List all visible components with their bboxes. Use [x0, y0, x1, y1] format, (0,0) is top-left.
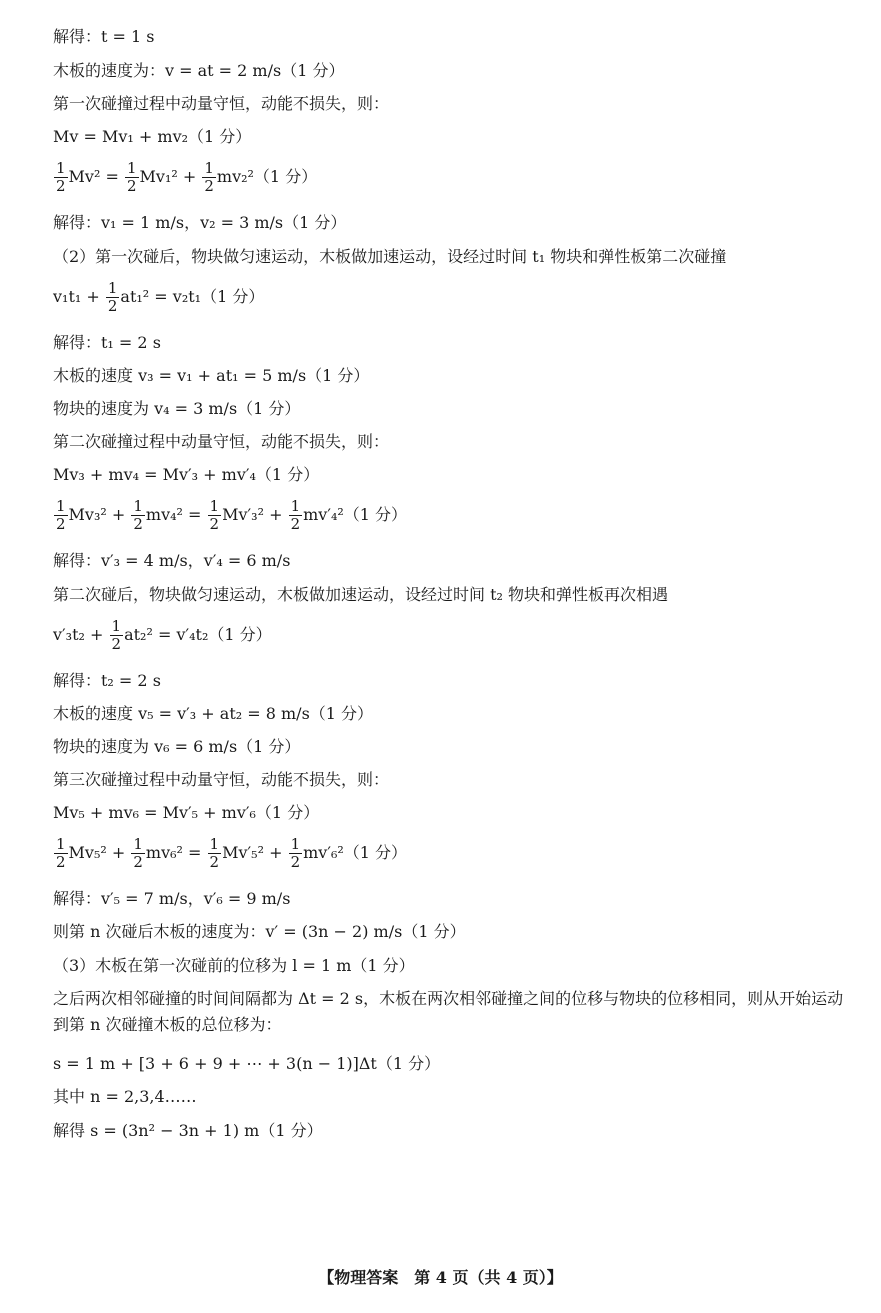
line-energy-2: $\frac{1}{2}$ Mv₃² + $\frac{1}{2}$ mv₄² = $\frac{1}{2}$ Mv′₃² + $\frac{1}{2}$ mv′₄²（1 分）: [56, 497, 408, 533]
fraction: $\frac{1}{2}$: [126, 159, 137, 195]
fraction: $\frac{1}{2}$: [290, 835, 301, 871]
line-kinematics-1: v₁t₁ + $\frac{1}{2}$ at₁² = v₂t₁（1 分）: [53, 279, 265, 315]
fraction: $\frac{1}{2}$: [133, 835, 143, 871]
line-nth-velocity: 则第 n 次碰后木板的速度为：v′ = (3n − 2) m/s（1 分）: [53, 922, 466, 941]
line-solve-t: 解得：t = 1 s: [53, 27, 155, 46]
line-part-2-intro: （2）第一次碰后，物块做匀速运动，木板做加速运动，设经过时间 t₁ 物块和弹性板第二次碰撞: [53, 247, 727, 266]
line-v6: 物块的速度为 v₆ = 6 m/s（1 分）: [53, 737, 301, 756]
line-final-answer: 解得 s = (3n² − 3n + 1) m（1 分）: [53, 1121, 323, 1140]
line-v5: 木板的速度 v₅ = v′₃ + at₂ = 8 m/s（1 分）: [53, 704, 374, 723]
line-kinematics-2: v′₃t₂ + $\frac{1}{2}$ at₂² = v′₄t₂（1 分）: [53, 617, 272, 653]
line-solve-t2: 解得：t₂ = 2 s: [53, 671, 161, 690]
line-total-displacement: s = 1 m + [3 + 6 + 9 + ⋯ + 3(n − 1)]Δt（1 分）: [53, 1054, 441, 1073]
line-third-collision: 第三次碰撞过程中动量守恒，动能不损失，则：: [53, 770, 390, 789]
fraction: $\frac{1}{2}$: [56, 497, 66, 533]
fraction: $\frac{1}{2}$: [56, 159, 66, 195]
fraction: $\frac{1}{2}$: [290, 497, 301, 533]
line-n-values: 其中 n = 2,3,4……: [53, 1087, 197, 1106]
fraction: $\frac{1}{2}$: [133, 497, 143, 533]
fraction: $\frac{1}{2}$: [209, 835, 220, 871]
line-board-velocity: 木板的速度为：v = at = 2 m/s（1 分）: [53, 61, 345, 80]
fraction: $\frac{1}{2}$: [204, 159, 214, 195]
line-solve-v1-v2: 解得：v₁ = 1 m/s，v₂ = 3 m/s（1 分）: [53, 213, 347, 232]
line-momentum-2: Mv₃ + mv₄ = Mv′₃ + mv′₄（1 分）: [53, 465, 320, 484]
line-momentum-1: Mv = Mv₁ + mv₂（1 分）: [53, 127, 252, 146]
page-footer: 【物理答案 第 4 页（共 4 页）】: [318, 1268, 563, 1287]
line-v3: 木板的速度 v₃ = v₁ + at₁ = 5 m/s（1 分）: [53, 366, 370, 385]
line-energy-3: $\frac{1}{2}$ Mv₅² + $\frac{1}{2}$ mv₆² = $\frac{1}{2}$ Mv′₅² + $\frac{1}{2}$ mv′₆²（1 分）: [56, 835, 408, 871]
line-solve-v3p-v4p: 解得：v′₃ = 4 m/s，v′₄ = 6 m/s: [53, 551, 291, 570]
line-second-collision: 第二次碰撞过程中动量守恒，动能不损失，则：: [53, 432, 390, 451]
line-displacement-explain: 之后两次相邻碰撞的时间间隔都为 Δt = 2 s，木板在两次相邻碰撞之间的位移与物块的位移相同，则从开始运动到第 n 次碰撞木板的总位移为：: [53, 989, 844, 1034]
line-solve-v5p-v6p: 解得：v′₅ = 7 m/s，v′₆ = 9 m/s: [53, 889, 291, 908]
line-after-second: 第二次碰后，物块做匀速运动，木板做加速运动，设经过时间 t₂ 物块和弹性板再次相遇: [53, 585, 669, 604]
line-solve-t1: 解得：t₁ = 2 s: [53, 333, 161, 352]
fraction: $\frac{1}{2}$: [56, 835, 66, 871]
line-part-3-intro: （3）木板在第一次碰前的位移为 l = 1 m（1 分）: [53, 956, 415, 975]
line-momentum-3: Mv₅ + mv₆ = Mv′₅ + mv′₆（1 分）: [53, 803, 320, 822]
fraction: $\frac{1}{2}$: [107, 279, 118, 315]
line-first-collision: 第一次碰撞过程中动量守恒，动能不损失，则：: [53, 94, 390, 113]
line-energy-1: $\frac{1}{2}$ Mv² = $\frac{1}{2}$ Mv₁² + $\frac{1}{2}$ mv₂²（1 分）: [56, 159, 318, 195]
line-v4: 物块的速度为 v₄ = 3 m/s（1 分）: [53, 399, 301, 418]
fraction: $\frac{1}{2}$: [209, 497, 220, 533]
fraction: $\frac{1}{2}$: [111, 617, 122, 653]
